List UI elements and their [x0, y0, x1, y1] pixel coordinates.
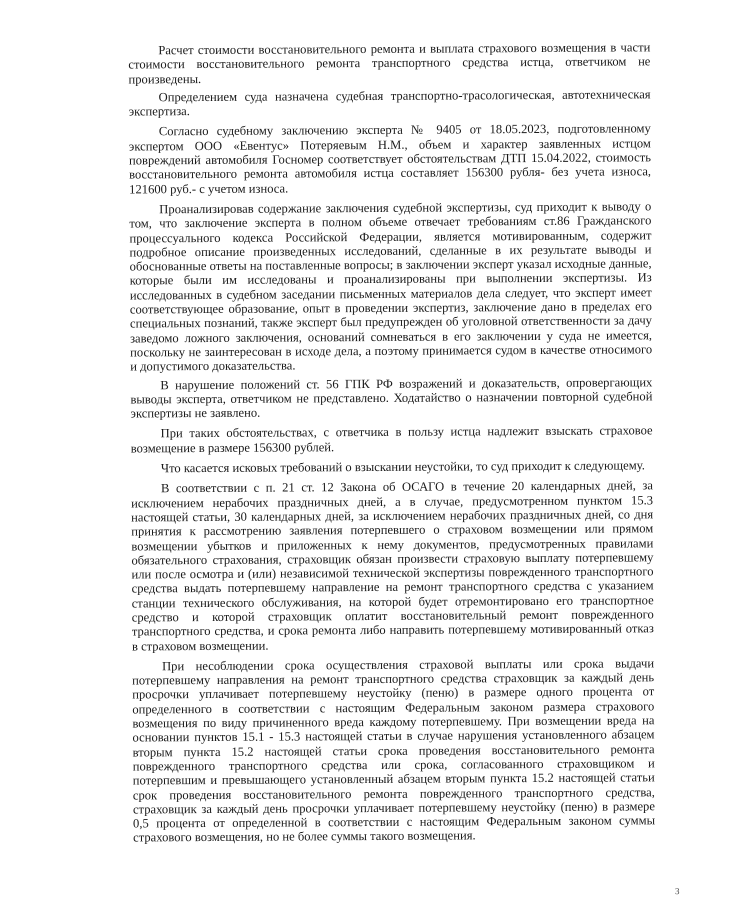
paragraph-penalty-intro: Что касается исковых требований о взыскании неустойки, то суд приходит к следующему.	[160, 458, 645, 476]
paragraph-expert-conclusion: Согласно судебному заключению эксперта № 9405 от 18.05.2023, подготовленному экспертом ООО «Евентус» Потеряевым Н.М., объем и характер заявленных истцом повреждений автомобиля Госномер соответствует обстоятельствам ДТП 15.04.2022, стоимость восстановительного ремонта автомобиля истца составляет 156300 рубля- без учета износа, 121600 руб.- с учетом износа.	[128, 121, 652, 197]
paragraph-penalty-terms: При несоблюдении срока осуществления страховой выплаты или срока выдачи потерпевшему направления на ремонт транспортного средства страховщик за каждый день просрочки уплачивает потерпевшему неустойку (пеню) в размере одного процента от определенного в соответствии с настоящим Федеральным законом размера страхового возмещения по виду причиненного вреда каждому потерпевшему. При возмещении вреда на основании пунктов 15.1 - 15.3 настоящей статьи в случае нарушения установленного абзацем вторым пункта 15.2 настоящей статьи срока проведения восстановительного ремонта поврежденного транспортного средства или срока, согласованного страховщиком и потерпевшим и превышающего установленный абзацем вторым пункта 15.2 настоящей статьи срок проведения восстановительного ремонта поврежденного транспортного средства, страховщик за каждый день просрочки уплачивает потерпевшему неустойку (пеню) в размере 0,5 процента от определенной в соответствии с настоящим Федеральным законом суммы страхового возмещения, но не более суммы такого возмещения.	[132, 656, 656, 845]
paragraph-expertise-analysis: Проанализировав содержание заключения судебной экспертизы, суд приходит к выводу о том, что заключение эксперта в полном объеме отвечает требованиям ст.86 Гражданского процессуального кодекса Российской Федерации, является мотивированным, содержит подробное описание произведенных исследований, сделанные в их результате выводы и обоснованные ответы на поставленные вопросы; в заключении эксперт указал исходные данные, которые были им исследованы и проанализированы при выполнении экспертизы. Из исследованных в судебном заседании письменных материалов дела следует, что эксперт имеет соответствующее образование, опыт в проведении экспертиз, заключение дано в пределах его специальных познаний, также эксперт был предупрежден об уголовной ответственности за дачу заведомо ложного заключения, оснований сомневаться в его заключении у суда не имеется, поскольку не заинтересован в исходе дела, а поэтому принимается судом в качестве относимого и допустимого доказательства.	[129, 199, 653, 374]
paragraph-osago-article: В соответствии с п. 21 ст. 12 Закона об ОСАГО в течение 20 календарных дней, за исключением нерабочих праздничных дней, а в случае, предусмотренном пунктом 15.3 настоящей статьи, 30 календарных дней, за исключением нерабочих праздничных дней, со дня принятия к рассмотрению заявления потерпевшего о страховом возмещении или прямом возмещении убытков и приложенных к нему документов, предусмотренных правилами обязательного страхования, страховщик обязан произвести страховую выплату потерпевшему или после осмотра и (или) независимой технической экспертизы поврежденного транспортного средства выдать потерпевшему направление на ремонт транспортного средства с указанием станции технического обслуживания, на которой будет отремонтировано его транспортное средство и которой страховщик оплатит восстановительный ремонт поврежденного транспортного средства, и срока ремонта либо направить потерпевшему мотивированный отказ в страховом возмещении.	[131, 478, 654, 654]
paragraph-recovery-amount: При таких обстоятельствах, с ответчика в пользу истца надлежит взыскать страховое возмещение в размере 156300 рублей.	[130, 423, 653, 456]
paragraph-repair-cost: Расчет стоимости восстановительного ремонта и выплата страхового возмещения в части стоимости восстановительного ремонта транспортного средства истца, ответчиком не произведены.	[128, 40, 651, 87]
paragraph-expertise-ordered: Определением суда назначена судебная транспортно-трасологическая, автотехническая экспертиза.	[128, 87, 651, 119]
page-number: 3	[674, 886, 680, 897]
paragraph-no-objections: В нарушение положений ст. 56 ГПК РФ возражений и доказательств, опровергающих выводы эксперта, ответчиком не представлено. Ходатайство о назначении повторной судебной экспертизы не заявлено.	[130, 374, 653, 421]
